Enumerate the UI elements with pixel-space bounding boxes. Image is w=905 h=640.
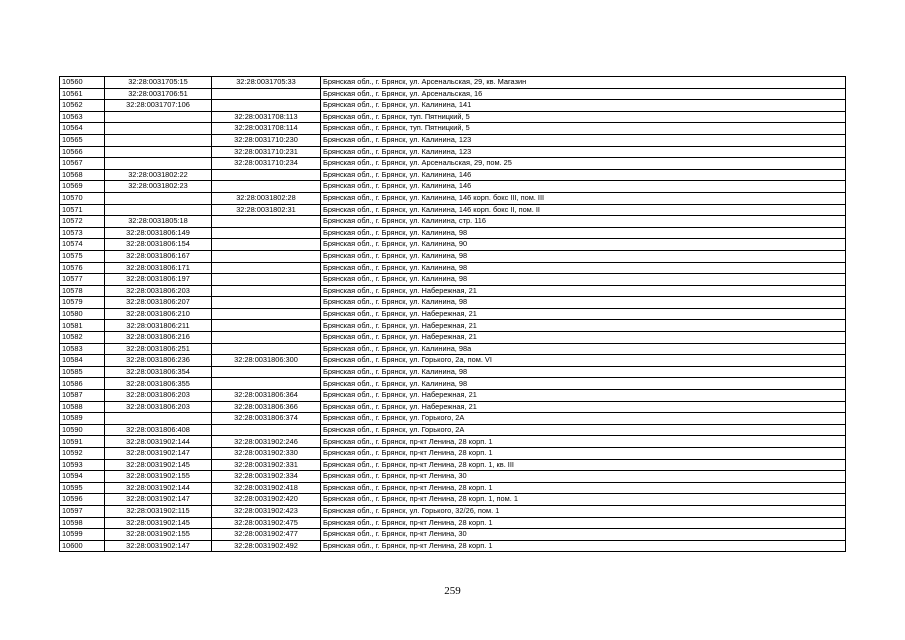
cadastral-number-cell: 32:28:0031706:51: [105, 88, 212, 100]
registry-table-body: [60, 77, 846, 552]
table-row: [60, 88, 846, 100]
linked-cadastral-number-cell: 32:28:0031902:330: [212, 448, 321, 460]
row-number-cell: 10566: [60, 146, 105, 158]
address-cell: Брянская обл., г. Брянск, ул. Калинина, стр. 116: [321, 216, 846, 228]
cadastral-number-cell: 32:28:0031806:408: [105, 424, 212, 436]
linked-cadastral-number-cell: 32:28:0031710:231: [212, 146, 321, 158]
linked-cadastral-number-cell: [212, 88, 321, 100]
row-number-cell: 10577: [60, 274, 105, 286]
row-number-cell: 10598: [60, 517, 105, 529]
cadastral-number-cell: 32:28:0031902:144: [105, 482, 212, 494]
cadastral-number-cell: 32:28:0031806:207: [105, 297, 212, 309]
row-number-cell: 10599: [60, 529, 105, 541]
cadastral-number-cell: 32:28:0031806:167: [105, 250, 212, 262]
linked-cadastral-number-cell: 32:28:0031710:230: [212, 134, 321, 146]
address-cell: Брянская обл., г. Брянск, пр-кт Ленина, 28 корп. 1: [321, 540, 846, 552]
table-row: [60, 123, 846, 135]
table-row: [60, 378, 846, 390]
linked-cadastral-number-cell: [212, 378, 321, 390]
row-number-cell: 10579: [60, 297, 105, 309]
address-cell: Брянская обл., г. Брянск, ул. Арсенальская, 29, пом. 25: [321, 158, 846, 170]
linked-cadastral-number-cell: 32:28:0031802:31: [212, 204, 321, 216]
linked-cadastral-number-cell: 32:28:0031705:33: [212, 77, 321, 89]
linked-cadastral-number-cell: 32:28:0031902:418: [212, 482, 321, 494]
row-number-cell: 10587: [60, 390, 105, 402]
row-number-cell: 10589: [60, 413, 105, 425]
linked-cadastral-number-cell: [212, 320, 321, 332]
address-cell: Брянская обл., г. Брянск, ул. Набережная, 21: [321, 308, 846, 320]
address-cell: Брянская обл., г. Брянск, пр-кт Ленина, 28 корп. 1: [321, 448, 846, 460]
cadastral-number-cell: 32:28:0031806:197: [105, 274, 212, 286]
address-cell: Брянская обл., г. Брянск, ул. Калинина, 146 корп. бокс III, пом. III: [321, 192, 846, 204]
table-row: [60, 100, 846, 112]
linked-cadastral-number-cell: 32:28:0031902:492: [212, 540, 321, 552]
address-cell: Брянская обл., г. Брянск, ул. Набережная, 21: [321, 401, 846, 413]
address-cell: Брянская обл., г. Брянск, ул. Калинина, 123: [321, 146, 846, 158]
row-number-cell: 10572: [60, 216, 105, 228]
cadastral-number-cell: [105, 123, 212, 135]
cadastral-number-cell: 32:28:0031902:145: [105, 459, 212, 471]
address-cell: Брянская обл., г. Брянск, туп. Пятницкий, 5: [321, 111, 846, 123]
cadastral-number-cell: 32:28:0031806:149: [105, 227, 212, 239]
row-number-cell: 10588: [60, 401, 105, 413]
cadastral-number-cell: 32:28:0031806:211: [105, 320, 212, 332]
row-number-cell: 10586: [60, 378, 105, 390]
address-cell: Брянская обл., г. Брянск, пр-кт Ленина, 28 корп. 1, пом. 1: [321, 494, 846, 506]
address-cell: Брянская обл., г. Брянск, ул. Калинина, 90: [321, 239, 846, 251]
linked-cadastral-number-cell: 32:28:0031806:366: [212, 401, 321, 413]
address-cell: Брянская обл., г. Брянск, ул. Калинина, 98: [321, 297, 846, 309]
address-cell: Брянская обл., г. Брянск, ул. Арсенальская, 29, кв. Магазин: [321, 77, 846, 89]
row-number-cell: 10562: [60, 100, 105, 112]
table-row: [60, 540, 846, 552]
cadastral-number-cell: [105, 111, 212, 123]
address-cell: Брянская обл., г. Брянск, туп. Пятницкий, 5: [321, 123, 846, 135]
row-number-cell: 10591: [60, 436, 105, 448]
address-cell: Брянская обл., г. Брянск, ул. Набережная, 21: [321, 332, 846, 344]
table-row: [60, 436, 846, 448]
address-cell: Брянская обл., г. Брянск, ул. Калинина, 146: [321, 181, 846, 193]
row-number-cell: 10563: [60, 111, 105, 123]
row-number-cell: 10585: [60, 366, 105, 378]
cadastral-number-cell: 32:28:0031707:106: [105, 100, 212, 112]
table-row: [60, 274, 846, 286]
address-cell: Брянская обл., г. Брянск, ул. Горького, 2А: [321, 413, 846, 425]
table-row: [60, 158, 846, 170]
address-cell: Брянская обл., г. Брянск, ул. Калинина, 146: [321, 169, 846, 181]
linked-cadastral-number-cell: [212, 343, 321, 355]
table-row: [60, 204, 846, 216]
table-row: [60, 366, 846, 378]
linked-cadastral-number-cell: 32:28:0031902:331: [212, 459, 321, 471]
row-number-cell: 10583: [60, 343, 105, 355]
row-number-cell: 10569: [60, 181, 105, 193]
linked-cadastral-number-cell: [212, 250, 321, 262]
address-cell: Брянская обл., г. Брянск, ул. Калинина, 98: [321, 227, 846, 239]
page-number: 259: [444, 585, 461, 597]
table-row: [60, 192, 846, 204]
cadastral-number-cell: 32:28:0031802:22: [105, 169, 212, 181]
cadastral-number-cell: 32:28:0031902:115: [105, 505, 212, 517]
linked-cadastral-number-cell: 32:28:0031902:475: [212, 517, 321, 529]
address-cell: Брянская обл., г. Брянск, пр-кт Ленина, 30: [321, 529, 846, 541]
address-cell: Брянская обл., г. Брянск, пр-кт Ленина, 28 корп. 1, кв. III: [321, 459, 846, 471]
row-number-cell: 10594: [60, 471, 105, 483]
table-row: [60, 134, 846, 146]
linked-cadastral-number-cell: [212, 366, 321, 378]
cadastral-number-cell: 32:28:0031806:154: [105, 239, 212, 251]
linked-cadastral-number-cell: [212, 285, 321, 297]
cadastral-number-cell: 32:28:0031806:236: [105, 355, 212, 367]
row-number-cell: 10600: [60, 540, 105, 552]
cadastral-number-cell: [105, 192, 212, 204]
address-cell: Брянская обл., г. Брянск, ул. Набережная, 21: [321, 285, 846, 297]
row-number-cell: 10596: [60, 494, 105, 506]
table-row: [60, 227, 846, 239]
cadastral-number-cell: 32:28:0031806:171: [105, 262, 212, 274]
linked-cadastral-number-cell: 32:28:0031806:300: [212, 355, 321, 367]
linked-cadastral-number-cell: 32:28:0031902:246: [212, 436, 321, 448]
address-cell: Брянская обл., г. Брянск, ул. Калинина, 98: [321, 262, 846, 274]
row-number-cell: 10564: [60, 123, 105, 135]
address-cell: Брянская обл., г. Брянск, ул. Калинина, 98: [321, 366, 846, 378]
linked-cadastral-number-cell: [212, 100, 321, 112]
address-cell: Брянская обл., г. Брянск, ул. Калинина, 98а: [321, 343, 846, 355]
row-number-cell: 10578: [60, 285, 105, 297]
linked-cadastral-number-cell: 32:28:0031708:114: [212, 123, 321, 135]
row-number-cell: 10571: [60, 204, 105, 216]
cadastral-number-cell: 32:28:0031806:203: [105, 390, 212, 402]
cadastral-number-cell: [105, 413, 212, 425]
cadastral-number-cell: [105, 158, 212, 170]
cadastral-number-cell: [105, 146, 212, 158]
cadastral-number-cell: 32:28:0031806:354: [105, 366, 212, 378]
row-number-cell: 10575: [60, 250, 105, 262]
registry-table: [59, 76, 846, 552]
address-cell: Брянская обл., г. Брянск, пр-кт Ленина, 28 корп. 1: [321, 517, 846, 529]
address-cell: Брянская обл., г. Брянск, ул. Калинина, 146 корп. бокс II, пом. II: [321, 204, 846, 216]
row-number-cell: 10582: [60, 332, 105, 344]
row-number-cell: 10593: [60, 459, 105, 471]
table-row: [60, 332, 846, 344]
linked-cadastral-number-cell: [212, 297, 321, 309]
table-row: [60, 216, 846, 228]
address-cell: Брянская обл., г. Брянск, ул. Набережная, 21: [321, 390, 846, 402]
linked-cadastral-number-cell: 32:28:0031806:364: [212, 390, 321, 402]
linked-cadastral-number-cell: [212, 274, 321, 286]
cadastral-number-cell: 32:28:0031902:155: [105, 471, 212, 483]
table-row: [60, 482, 846, 494]
cadastral-number-cell: 32:28:0031806:203: [105, 401, 212, 413]
address-cell: Брянская обл., г. Брянск, ул. Калинина, 98: [321, 378, 846, 390]
linked-cadastral-number-cell: 32:28:0031902:477: [212, 529, 321, 541]
row-number-cell: 10597: [60, 505, 105, 517]
linked-cadastral-number-cell: 32:28:0031902:420: [212, 494, 321, 506]
linked-cadastral-number-cell: 32:28:0031802:28: [212, 192, 321, 204]
cadastral-number-cell: 32:28:0031802:23: [105, 181, 212, 193]
row-number-cell: 10576: [60, 262, 105, 274]
address-cell: Брянская обл., г. Брянск, пр-кт Ленина, 28 корп. 1: [321, 436, 846, 448]
address-cell: Брянская обл., г. Брянск, пр-кт Ленина, 28 корп. 1: [321, 482, 846, 494]
cadastral-number-cell: 32:28:0031902:144: [105, 436, 212, 448]
cadastral-number-cell: [105, 134, 212, 146]
linked-cadastral-number-cell: 32:28:0031806:374: [212, 413, 321, 425]
cadastral-number-cell: 32:28:0031806:251: [105, 343, 212, 355]
cadastral-number-cell: 32:28:0031705:15: [105, 77, 212, 89]
row-number-cell: 10592: [60, 448, 105, 460]
table-row: [60, 401, 846, 413]
linked-cadastral-number-cell: [212, 424, 321, 436]
table-row: [60, 413, 846, 425]
table-row: [60, 262, 846, 274]
row-number-cell: 10590: [60, 424, 105, 436]
row-number-cell: 10574: [60, 239, 105, 251]
table-row: [60, 146, 846, 158]
cadastral-number-cell: 32:28:0031902:147: [105, 540, 212, 552]
table-row: [60, 169, 846, 181]
cadastral-number-cell: 32:28:0031902:155: [105, 529, 212, 541]
linked-cadastral-number-cell: [212, 332, 321, 344]
linked-cadastral-number-cell: [212, 262, 321, 274]
linked-cadastral-number-cell: 32:28:0031708:113: [212, 111, 321, 123]
address-cell: Брянская обл., г. Брянск, ул. Арсенальская, 16: [321, 88, 846, 100]
address-cell: Брянская обл., г. Брянск, ул. Калинина, 98: [321, 274, 846, 286]
row-number-cell: 10567: [60, 158, 105, 170]
address-cell: Брянская обл., г. Брянск, ул. Горького, 2А: [321, 424, 846, 436]
linked-cadastral-number-cell: [212, 181, 321, 193]
linked-cadastral-number-cell: [212, 169, 321, 181]
cadastral-number-cell: 32:28:0031806:203: [105, 285, 212, 297]
linked-cadastral-number-cell: 32:28:0031710:234: [212, 158, 321, 170]
cadastral-number-cell: 32:28:0031902:147: [105, 494, 212, 506]
cadastral-number-cell: 32:28:0031902:147: [105, 448, 212, 460]
table-row: [60, 494, 846, 506]
table-row: [60, 529, 846, 541]
row-number-cell: 10573: [60, 227, 105, 239]
address-cell: Брянская обл., г. Брянск, ул. Калинина, 98: [321, 250, 846, 262]
row-number-cell: 10595: [60, 482, 105, 494]
address-cell: Брянская обл., г. Брянск, ул. Горького, 2а, пом. VI: [321, 355, 846, 367]
table-row: [60, 517, 846, 529]
table-row: [60, 111, 846, 123]
address-cell: Брянская обл., г. Брянск, ул. Калинина, 123: [321, 134, 846, 146]
table-row: [60, 505, 846, 517]
row-number-cell: 10580: [60, 308, 105, 320]
row-number-cell: 10565: [60, 134, 105, 146]
table-row: [60, 320, 846, 332]
address-cell: Брянская обл., г. Брянск, ул. Набережная, 21: [321, 320, 846, 332]
cadastral-number-cell: 32:28:0031902:145: [105, 517, 212, 529]
table-row: [60, 471, 846, 483]
cadastral-number-cell: 32:28:0031806:216: [105, 332, 212, 344]
linked-cadastral-number-cell: [212, 239, 321, 251]
linked-cadastral-number-cell: 32:28:0031902:334: [212, 471, 321, 483]
table-row: [60, 250, 846, 262]
table-row: [60, 390, 846, 402]
cadastral-number-cell: 32:28:0031805:18: [105, 216, 212, 228]
linked-cadastral-number-cell: 32:28:0031902:423: [212, 505, 321, 517]
table-row: [60, 459, 846, 471]
row-number-cell: 10584: [60, 355, 105, 367]
table-row: [60, 343, 846, 355]
cadastral-number-cell: 32:28:0031806:355: [105, 378, 212, 390]
address-cell: Брянская обл., г. Брянск, ул. Горького, 32/26, пом. 1: [321, 505, 846, 517]
cadastral-number-cell: 32:28:0031806:210: [105, 308, 212, 320]
address-cell: Брянская обл., г. Брянск, ул. Калинина, 141: [321, 100, 846, 112]
linked-cadastral-number-cell: [212, 308, 321, 320]
table-row: [60, 308, 846, 320]
table-row: [60, 181, 846, 193]
table-row: [60, 424, 846, 436]
address-cell: Брянская обл., г. Брянск, пр-кт Ленина, 30: [321, 471, 846, 483]
table-row: [60, 355, 846, 367]
cadastral-number-cell: [105, 204, 212, 216]
linked-cadastral-number-cell: [212, 227, 321, 239]
table-row: [60, 239, 846, 251]
row-number-cell: 10561: [60, 88, 105, 100]
table-row: [60, 285, 846, 297]
table-row: [60, 448, 846, 460]
row-number-cell: 10560: [60, 77, 105, 89]
row-number-cell: 10581: [60, 320, 105, 332]
row-number-cell: 10568: [60, 169, 105, 181]
table-row: [60, 77, 846, 89]
table-row: [60, 297, 846, 309]
linked-cadastral-number-cell: [212, 216, 321, 228]
row-number-cell: 10570: [60, 192, 105, 204]
